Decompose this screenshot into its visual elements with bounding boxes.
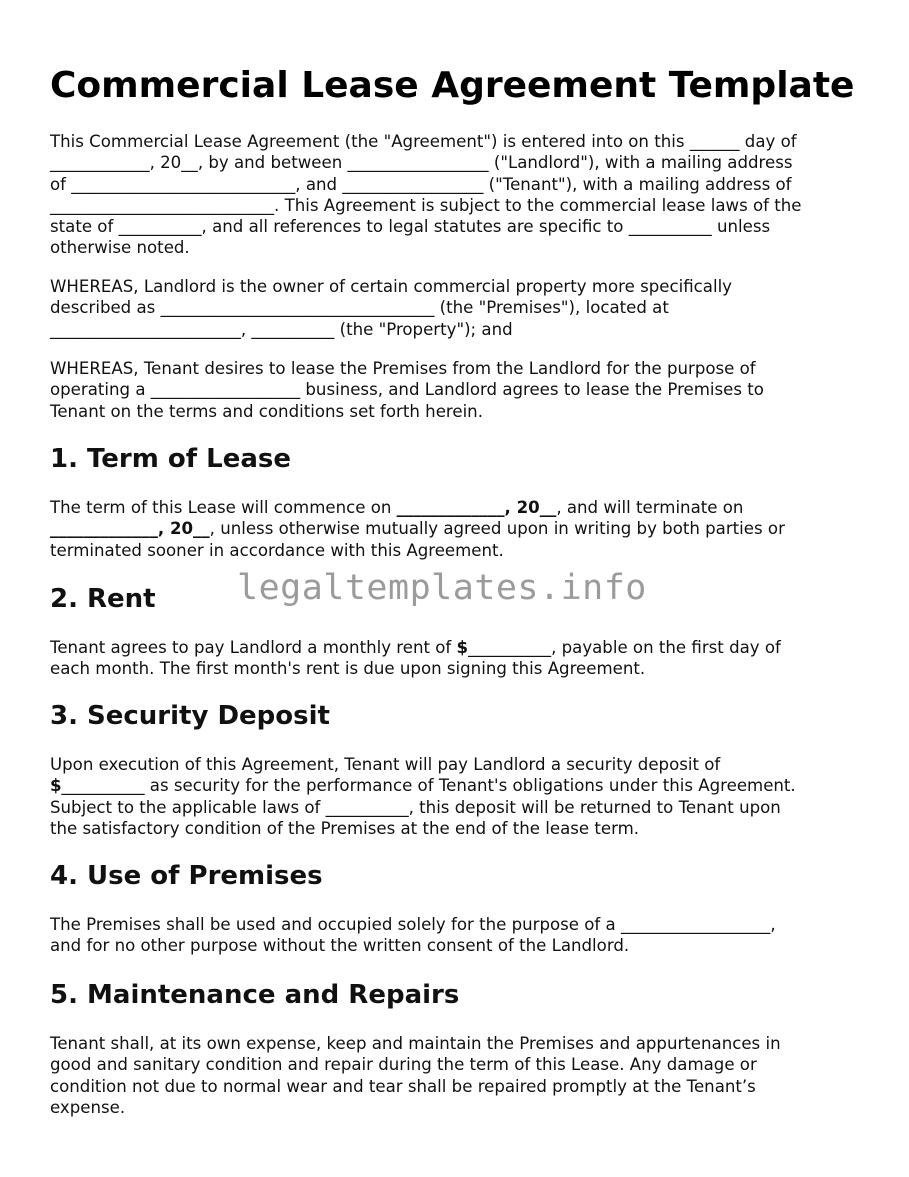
rent-paragraph: Tenant agrees to pay Landlord a monthly rent of $__________, payable on the first day of each month. The first month's rent is due upon signing this Agreement.: [50, 638, 781, 679]
section-heading-term: 1. Term of Lease: [50, 444, 291, 474]
section-heading-rent: 2. Rent: [50, 584, 156, 614]
maintenance-paragraph: Tenant shall, at its own expense, keep and maintain the Premises and appurtenances in good and sanitary condition and repair during the term of this Lease. Any damage or condition not due to normal wear and tear shall be repaired promptly at the Tenant’s expense.: [50, 1034, 781, 1117]
term-paragraph: The term of this Lease will commence on _____________, 20__, and will terminate on _____________, 20__, unless otherwise mutually agreed upon in writing by both parties or terminated sooner in accordance with this Agreement.: [50, 498, 785, 560]
section-heading-maintenance: 5. Maintenance and Repairs: [50, 980, 460, 1010]
section-heading-security-deposit: 3. Security Deposit: [50, 701, 330, 731]
use-of-premises-paragraph: The Premises shall be used and occupied solely for the purpose of a __________________, and for no other purpose without the written consent of the Landlord.: [50, 915, 776, 956]
intro-paragraph: This Commercial Lease Agreement (the "Agreement") is entered into on this ______ day of ____________, 20__, by and between _________________ ("Landlord"), with a mailing address of ___________________________, and _________________ ("Tenant"), with a mailing address of ___________________________. This Agreement is subject to the commercial lease laws of the state of __________, and all references to legal statutes are specific to __________ unless otherwise noted.: [50, 132, 802, 258]
section-heading-use-of-premises: 4. Use of Premises: [50, 861, 323, 891]
whereas-paragraph-1: WHEREAS, Landlord is the owner of certain commercial property more specifically described as _________________________________ (the "Premises"), located at _______________________, __________ (the "Property"); and: [50, 277, 732, 339]
security-deposit-paragraph: Upon execution of this Agreement, Tenant will pay Landlord a security deposit of $__________ as security for the performance of Tenant's obligations under this Agreement. Subject to the applicable laws of __________, this deposit will be returned to Tenant upon the satisfactory condition of the Premises at the end of the lease term.: [50, 755, 796, 838]
watermark: legaltemplates.info: [237, 568, 647, 608]
document-title: Commercial Lease Agreement Template: [50, 65, 855, 106]
whereas-paragraph-2: WHEREAS, Tenant desires to lease the Premises from the Landlord for the purpose of operating a __________________ business, and Landlord agrees to lease the Premises to Tenant on the terms and conditions set forth herein.: [50, 359, 764, 421]
